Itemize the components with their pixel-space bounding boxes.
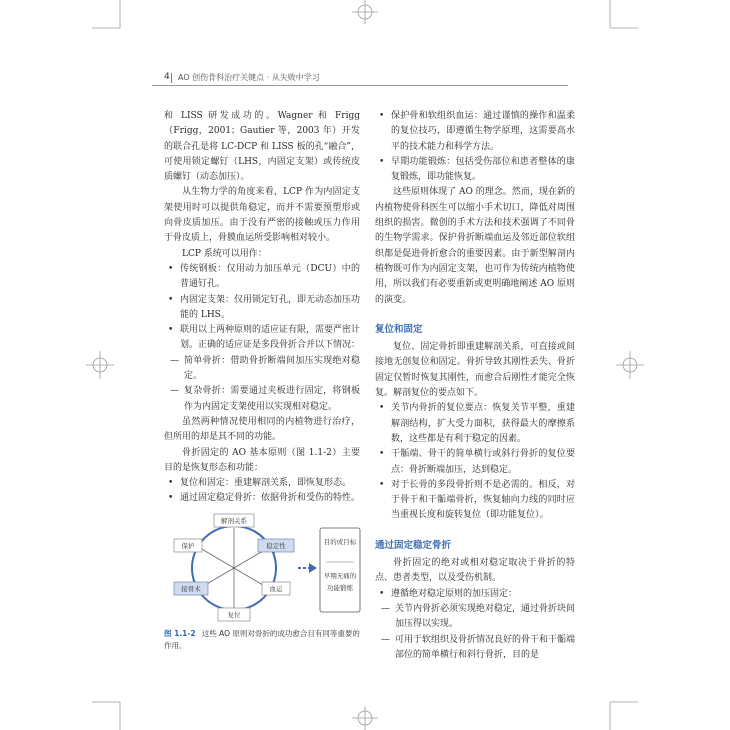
- bullet-list: [375, 401, 575, 523]
- paragraph: 这些原则体现了 AO 的理念。然而，现在新的内植物使骨科医生可以缩小手术切口，降低对周围组织的损害。微创的手术方法和技术强调了不同骨的生物学需求。保护骨折断端血运及邻近部位软组织都是促进骨折愈合的重要因素。由于新型解剖内植物既可作为内固定支架，也可作为传统内植物使用，所以我们有必要重新或更明确地阐述 AO 原则的演变。: [375, 187, 575, 305]
- svg-text:稳定性: 稳定性: [266, 542, 286, 550]
- paragraph: 和 LISS 研发成功的。Wagner 和 Frigg（Frigg，2001；Gautier 等，2003 年）开发的联合孔是将 LC-DCP 和 LISS 板的孔“融合”，可使用锁定螺钉（LHS，内固定支架）或传统皮质螺钉（动态加压）。: [164, 111, 360, 183]
- paragraph: 骨折固定的 AO 基本原则（图 1.1-2）主要目的是恢复形态和功能：: [164, 447, 360, 473]
- list-item: • 保护骨和软组织血运：通过谨慎的操作和温柔的复位技巧，即遵循生物学原理，这需要高水平的技术能力和科学方法。: [375, 109, 575, 155]
- goal-text-line-1: 早期无痛的: [323, 572, 357, 580]
- node-anatomy: [214, 514, 254, 527]
- goal-box: [320, 528, 360, 612]
- list-item: • 联用以上两种原则的适应证有限，需要严密计划。正确的适应证是多段骨折合并以下情况：: [164, 323, 360, 354]
- caption-text: 这些 AO 原则对骨折的成功愈合目有同等重要的作用。: [164, 629, 360, 650]
- running-header: [152, 72, 568, 86]
- list-item: — 复杂骨折：需要通过夹板进行固定，将钢板作为内固定支架使用以实现相对稳定。: [168, 384, 360, 415]
- svg-text:复位: 复位: [227, 611, 241, 619]
- dash-list: [375, 602, 575, 663]
- list-item: • 通过固定稳定骨折：依据骨折和受伤的特性。: [164, 491, 360, 506]
- bullet-list: [164, 476, 360, 507]
- list-item: • 内固定支架：仅用锁定钉孔，即无动态加压功能的 LHS。: [164, 293, 360, 324]
- goal-title: 目的或目标: [323, 538, 357, 546]
- section-heading: 通过固定稳定骨折: [375, 539, 452, 551]
- left-column: [164, 109, 360, 507]
- node-osteosynthesis: [174, 582, 208, 595]
- bullet-list: [375, 587, 575, 602]
- paragraph: LCP 系统可以用作：: [182, 248, 267, 259]
- paragraph: 骨折固定的绝对或相对稳定取决于骨折的特点、患者类型，以及受伤机制。: [375, 558, 575, 584]
- list-item: — 简单骨折：借助骨折断端间加压实现绝对稳定。: [168, 354, 360, 385]
- list-item: • 早期功能锻炼：包括受伤部位和患者整体的康复锻炼，即功能恢复。: [375, 155, 575, 186]
- goal-text-line-2: 功能锻炼: [327, 584, 353, 592]
- list-item: • 干骺端、骨干的简单横行或斜行骨折的复位要点：骨折断端加压，达到稳定。: [375, 447, 575, 478]
- paragraph: 虽然两种情况使用相同的内植物进行治疗，但所用的却是其不同的功能。: [164, 416, 360, 443]
- node-reduction: [218, 608, 250, 621]
- list-item: • 对于长骨的多段骨折则不是必需的。相反，对于骨干和干骺端骨折，恢复轴向力线的同时应当重视长度和旋转复位（即功能复位）。: [375, 478, 575, 524]
- bullet-list: [164, 262, 360, 354]
- svg-text:解剖关系: 解剖关系: [221, 517, 247, 525]
- header-rule: [152, 85, 568, 86]
- page-number: 4: [164, 72, 170, 82]
- node-blood-supply: [262, 582, 290, 595]
- principles-diagram: [164, 512, 364, 630]
- caption-label: 图 1.1-2: [164, 629, 196, 638]
- list-item: — 关节内骨折必须实现绝对稳定，通过骨折块间加压得以实现。: [379, 602, 575, 633]
- list-item: • 遵循绝对稳定原则的加压固定：: [375, 587, 575, 602]
- list-item: — 可用于软组织及骨折情况良好的骨干和干骺端部位的简单横行和斜行骨折，目的是: [379, 633, 575, 664]
- running-title: AO 创伤骨科治疗关键点 · 从失败中学习: [178, 73, 320, 82]
- svg-text:接骨术: 接骨术: [181, 585, 201, 593]
- node-protection: [174, 539, 202, 552]
- list-item: • 关节内骨折的复位要点：恢复关节平整，重建解剖结构，扩大受力面积，获得最大的摩擦系数，这些都是有利于稳定的因素。: [375, 401, 575, 447]
- dash-list: [164, 354, 360, 415]
- arrow-to-goal: [298, 563, 317, 573]
- figure-caption: [164, 628, 360, 652]
- list-item: • 复位和固定：重建解剖关系，即恢复形态。: [164, 476, 360, 491]
- header-separator: [171, 73, 172, 83]
- right-column: [375, 109, 575, 663]
- node-stability: [258, 539, 294, 552]
- paragraph: 复位、固定骨折即重建解剖关系，可直接或间接地无创复位和固定。骨折导致其刚性丢失、骨折固定仅暂时恢复其刚性，而愈合后刚性才能完全恢复。解剖复位的要点如下。: [375, 342, 575, 399]
- paragraph: 从生物力学的角度来看，LCP 作为内固定支架使用时可以提供角稳定，而并不需要预塑形或向骨皮质加压。由于没有严密的接触或压力作用于骨皮质上，骨膜血运所受影响相对较小。: [164, 187, 360, 244]
- figure-ao-principles: [164, 512, 364, 630]
- list-item: • 传统钢板：仅用动力加压单元（DCU）中的普通钉孔。: [164, 262, 360, 293]
- bullet-list: [375, 109, 575, 185]
- svg-text:保护: 保护: [181, 542, 195, 550]
- svg-text:血运: 血运: [269, 585, 283, 593]
- section-heading: 复位和固定: [375, 323, 423, 335]
